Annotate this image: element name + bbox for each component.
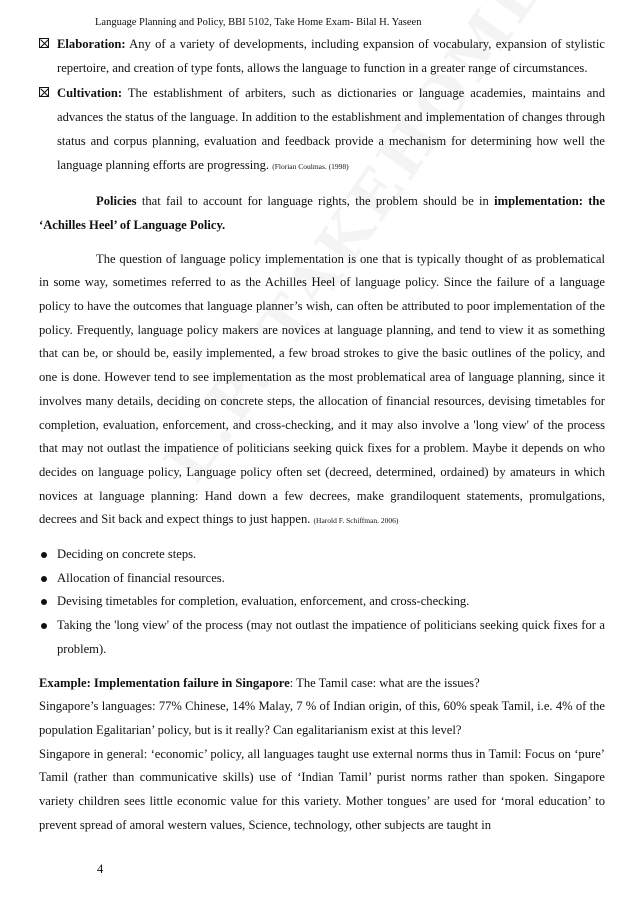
page-number: 4 <box>97 862 104 876</box>
citation: (Harold F. Schiffman. 2006) <box>313 516 399 526</box>
policies-lead: Policies <box>96 194 137 209</box>
list-item: Devising timetables for completion, evaluation, enforcement, and cross-checking. <box>39 590 605 614</box>
checkbox-x-icon <box>39 38 49 48</box>
example-heading <box>39 672 605 696</box>
example-title: Example: Implementation failure in Singapore <box>39 675 290 690</box>
paragraph-text: The question of language policy implementation is one that is typically thought of as problematical in some way, sometimes referred to as the Achilles Heel of language policy. Since the failure of a language policy to have the outcomes that language planner’s wish, can often be attributed to poor implementation of the policy. Frequently, language policy makers are novices at language planning, and tend to view it as something that can be, or should be, easily implemented, a few broad strokes to give the basic outlines of the policy, and one is done. However tend to see implementation as the most problematical area of language planning, since it involves many details, deciding on concrete steps, the allocation of financial resources, devising timetables for completion, evaluation, enforcement, and cross-checking, and it may also involve a 'long view' of the process that may not outlast the impatience of politicians seeking quick fixes for a problem. Maybe it depends on who decides on language policy, Language policy often set (decreed, determined, ordained) by amateurs in which novices at language planning: Hand down a few decrees, make grandiloquent statements, promulgations, decrees and Sit back and expect things to just happen. <box>39 251 605 527</box>
page-header: Language Planning and Policy, BBI 5102, Take Home Exam- Bilal H. Yaseen <box>95 17 422 28</box>
bullet-icon <box>41 623 47 629</box>
term-text: Any of a variety of developments, including expansion of vocabulary, expansion of stylistic repertoire, and creation of type fonts, allows the language to function in a greater range of circumstances. <box>57 37 605 75</box>
list-item-elaboration <box>39 33 605 80</box>
list-item-cultivation <box>39 82 605 178</box>
list-item: Taking the 'long view' of the process (may not outlast the impatience of politicians seeking quick fixes for a problem). <box>39 614 605 661</box>
citation: (Florian Coulmas. (1998) <box>272 161 349 171</box>
policies-mid: that fail to account for language rights, the problem should be in <box>136 194 495 209</box>
list-item: Deciding on concrete steps. <box>39 543 605 567</box>
bullet-icon <box>41 576 47 582</box>
bullet-icon <box>41 552 47 558</box>
example-title-tail: : The Tamil case: what are the issues? <box>289 675 480 690</box>
bullet-icon <box>41 599 47 605</box>
example-line: Singapore in general: ‘economic’ policy, all languages taught use external norms thus in Tamil: Focus on ‘pure’ Tamil (rather than communicative skills) use of ‘Indian Tamil’ purist norms rather than spoken. Singapore variety children sees little economic value for this variety. Mother tongues’ are used for ‘moral education’ to prevent spread of amoral western values, Science, technology, other subjects are taught in <box>39 746 605 832</box>
term-text: The establishment of arbiters, such as dictionaries or language academies, maintains and advances the status of the language. In addition to the establishment and implementation of changes through status and corpus planning, evaluation and feedback provide a mechanism for determining how well the language planning efforts are progressing. <box>57 86 605 172</box>
checkbox-x-icon <box>39 87 49 97</box>
policies-paragraph <box>39 190 605 237</box>
policies-bold-tail: implementation: the ‘Achilles Heel’ of Language Policy. <box>39 194 605 232</box>
term-label: Elaboration: <box>57 37 126 51</box>
example-line: Singapore’s languages: 77% Chinese, 14% Malay, 7 % of Indian origin, of this, 60% speak Tamil, i.e. 4% of the population Egalitarian’ policy, but is it really? Can egalitarianism exist at this level? <box>39 699 605 737</box>
term-label: Cultivation: <box>57 86 123 101</box>
implementation-paragraph <box>39 248 605 533</box>
page-content <box>39 33 605 838</box>
bullet-list <box>39 543 605 662</box>
list-item: Allocation of financial resources. <box>39 567 605 591</box>
